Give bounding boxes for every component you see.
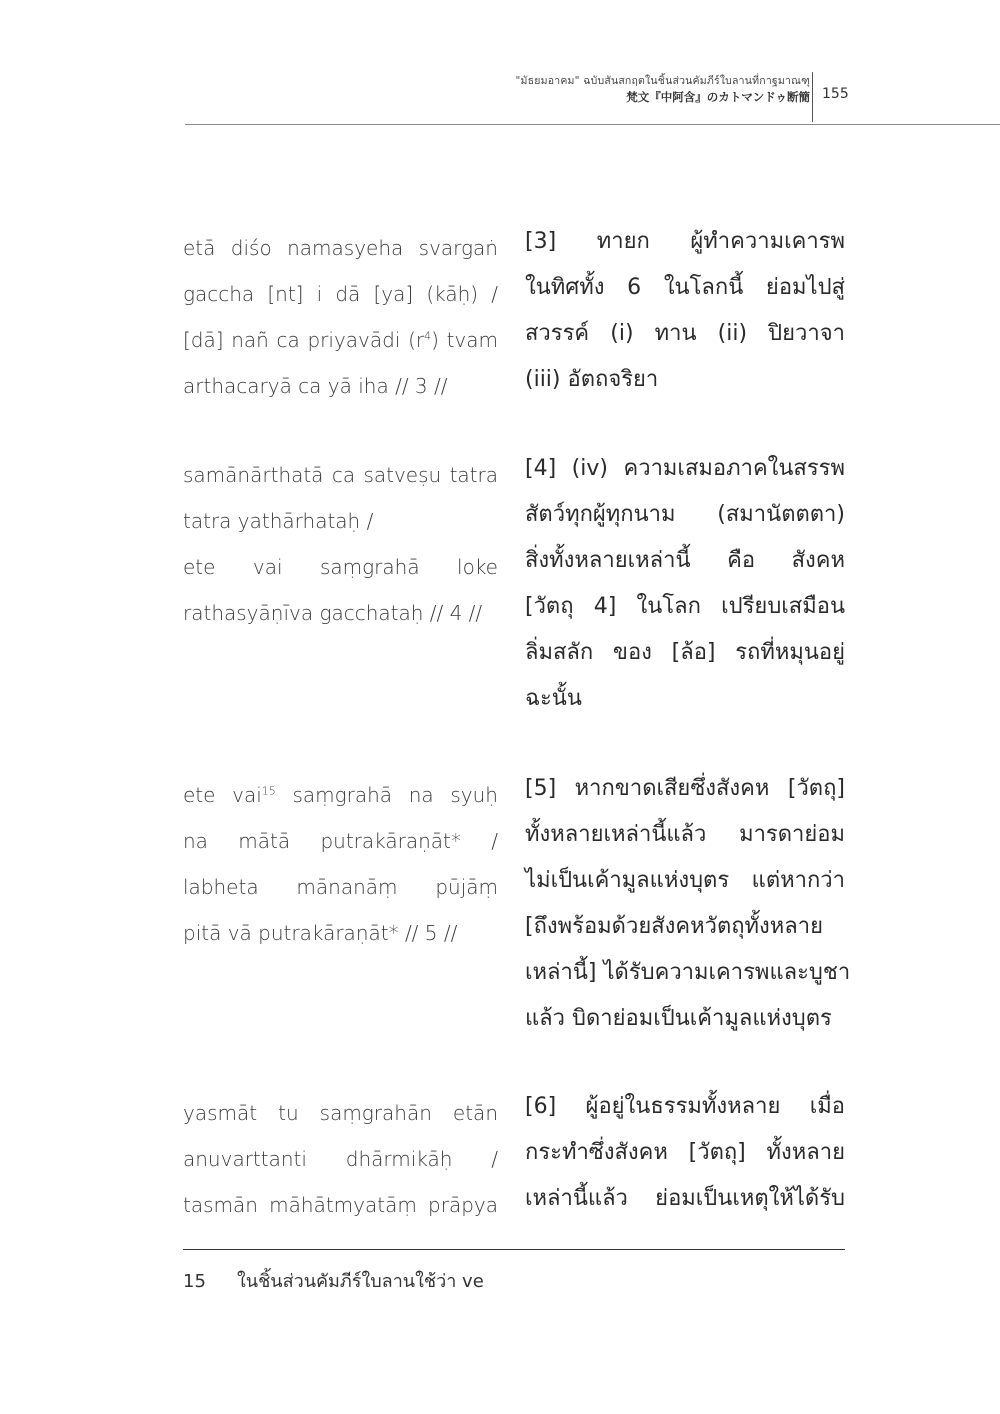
thai-line: สวรรค์ (i) ทาน (ii) ปิยวาจา (525, 321, 845, 346)
header-rule (185, 124, 1000, 125)
thai-translation (525, 219, 845, 403)
thai-line: แล้ว บิดาย่อมเป็นเค้ามูลแห่งบุตร (525, 1006, 832, 1031)
running-header-japanese: 梵文『中阿含』のカトマンドゥ断簡 (626, 90, 810, 104)
thai-translation (525, 1084, 845, 1222)
thai-line: เหล่านี้แล้ว ย่อมเป็นเหตุให้ได้รับ (525, 1186, 845, 1211)
sanskrit-line: arthacaryā ca yā iha // 3 // (183, 374, 448, 398)
thai-line: [4] (iv) ความเสมอภาคในสรรพ (525, 456, 845, 481)
sanskrit-line (183, 317, 498, 363)
thai-line: ทั้งหลายเหล่านี้แล้ว มารดาย่อม (525, 822, 845, 847)
thai-line: [วัตถุ 4] ในโลก เปรียบเสมือน (525, 594, 845, 619)
superscript: 4 (424, 329, 432, 343)
sanskrit-line: ete vai saṃgrahā loke (183, 555, 498, 579)
footnote-number: 15 (183, 1271, 206, 1292)
thai-line: สิ่งทั้งหลายเหล่านี้ คือ สังคห (525, 548, 845, 573)
running-header-thai: "มัธยมอาคม" ฉบับสันสกฤตในชิ้นส่วนคัมภีร์ใบลานที่กาฐมาณฑุ (515, 75, 810, 87)
sanskrit-text (183, 225, 498, 409)
sanskrit-line: samānārthatā ca satveṣu tatra (183, 463, 498, 487)
sanskrit-line: yasmāt tu saṃgrahān etān (183, 1101, 498, 1125)
thai-line: [3] ทายก ผู้ทำความเคารพ (525, 229, 845, 254)
footnote-text: ในชิ้นส่วนคัมภีร์ใบลานใช้ว่า ve (237, 1271, 484, 1292)
thai-line: [ถึงพร้อมด้วยสังคหวัตถุทั้งหลาย (525, 914, 824, 939)
running-header (380, 74, 810, 105)
sanskrit-line: etā diśo namasyeha svargaṅ (183, 236, 498, 260)
thai-line: [5] หากขาดเสียซึ่งสังคห [วัตถุ] (525, 776, 845, 801)
sanskrit-text (183, 452, 498, 636)
thai-translation (525, 446, 845, 722)
sanskrit-line: na mātā putrakāraṇāt* / (183, 829, 498, 853)
sanskrit-text (183, 1090, 498, 1228)
sanskrit-line: anuvarttanti dhārmikāḥ / (183, 1147, 498, 1171)
header-divider (812, 72, 813, 122)
footnote-ref[interactable]: 15 (261, 784, 276, 798)
sanskrit-line: tatra yathārhataḥ / (183, 509, 374, 533)
thai-line: ลิ่มสลัก ของ [ล้อ] รถที่หมุนอยู่ (525, 640, 845, 665)
thai-line: ไม่เป็นเค้ามูลแห่งบุตร แต่หากว่า (525, 868, 845, 893)
page-number: 155 (822, 86, 849, 102)
thai-line: ฉะนั้น (525, 686, 582, 711)
sanskrit-line-head: ete vai (183, 783, 262, 807)
thai-translation (525, 766, 851, 1042)
thai-line: ในทิศทั้ง 6 ในโลกนี้ ย่อมไปสู่ (525, 275, 845, 300)
sanskrit-line-tail: saṃgrahā na syuḥ (275, 783, 498, 807)
sanskrit-line: tasmān māhātmyatāṃ prāpya (183, 1193, 498, 1217)
sanskrit-line-head: [dā] nañ ca priyavādi (r (183, 328, 425, 352)
footnote-rule (183, 1249, 845, 1250)
thai-line: [6] ผู้อยู่ในธรรมทั้งหลาย เมื่อ (525, 1094, 845, 1119)
sanskrit-line-tail: ) tvam (431, 328, 498, 352)
thai-line: เหล่านี้] ได้รับความเคารพและบูชา (525, 960, 851, 985)
sanskrit-text (183, 772, 498, 956)
sanskrit-line: pitā vā putrakāraṇāt* // 5 // (183, 921, 458, 945)
sanskrit-line: labheta mānanāṃ pūjāṃ (183, 875, 498, 899)
thai-line: กระทำซึ่งสังคห [วัตถุ] ทั้งหลาย (525, 1140, 845, 1165)
thai-line: สัตว์ทุกผู้ทุกนาม (สมานัตตตา) (525, 502, 845, 527)
sanskrit-line: gaccha [nt] i dā [ya] (kāḥ) / (183, 282, 498, 306)
sanskrit-line: rathasyāṇīva gacchataḥ // 4 // (183, 601, 483, 625)
footnote (183, 1266, 484, 1295)
sanskrit-line (183, 772, 498, 818)
thai-line: (iii) อัตถจริยา (525, 367, 659, 392)
